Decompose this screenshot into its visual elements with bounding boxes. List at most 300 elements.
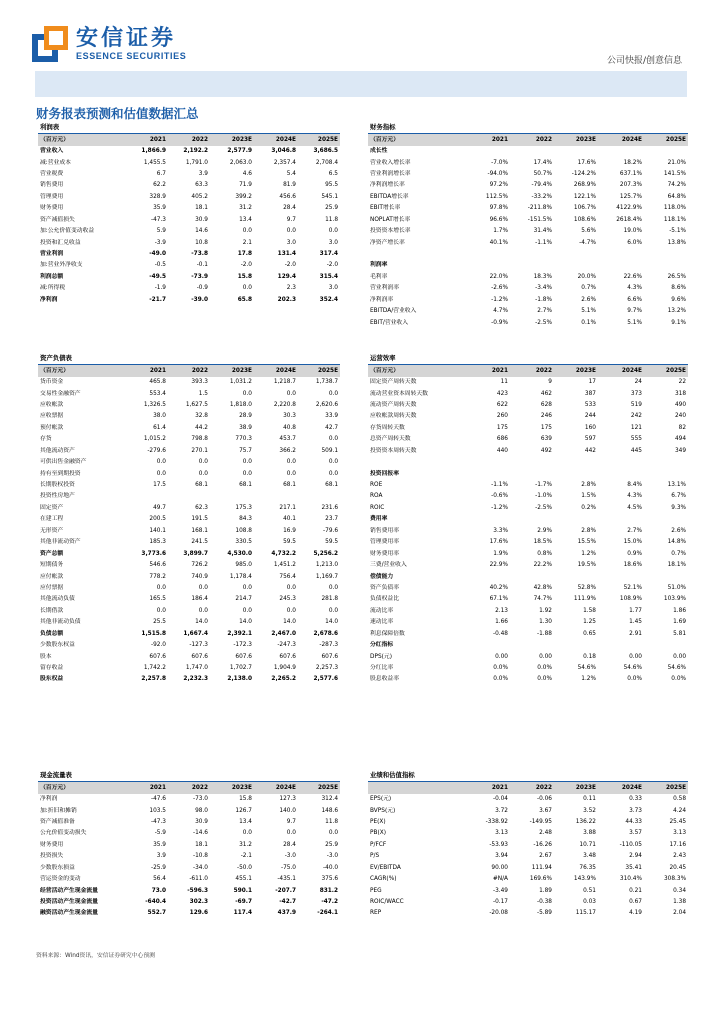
row-value: 175 [496, 424, 508, 431]
row-value [168, 491, 210, 502]
row-value: 9.6% [671, 296, 687, 303]
row-value: -0.38 [537, 899, 552, 906]
row-value: 108.9% [619, 596, 642, 603]
table-row [368, 260, 688, 271]
row-value [468, 457, 510, 468]
table-row [368, 446, 688, 457]
row-value: 2,467.0 [271, 630, 296, 637]
row-value: -20.08 [489, 910, 508, 917]
row-value [510, 571, 554, 582]
row-value [510, 640, 554, 651]
row-value: -5.1% [669, 228, 687, 235]
table-title-row [38, 122, 340, 134]
header-band [35, 71, 687, 97]
table-header-row [38, 782, 340, 794]
row-value: 169.6% [529, 876, 552, 883]
row-value: 2.3 [286, 285, 296, 292]
row-value: 54.6% [577, 665, 596, 672]
row-value: 9 [548, 379, 552, 386]
row-value: 56.4 [153, 876, 166, 883]
row-label: 加:营业外净收支 [40, 262, 83, 269]
row-value: 310.4% [619, 876, 642, 883]
row-value: 97.2% [489, 182, 508, 189]
row-value: 18.3% [533, 273, 552, 280]
row-value [644, 640, 688, 651]
row-label: 三费/营业收入 [370, 562, 407, 569]
table-row [368, 306, 688, 317]
row-value: 1.7% [493, 228, 508, 235]
row-value: 9.3% [671, 504, 687, 511]
row-value: 10.71 [579, 841, 596, 848]
row-label: CAGR(%) [370, 876, 397, 883]
row-value: 1,904.9 [273, 665, 296, 672]
row-value: 112.5% [485, 193, 508, 200]
row-value: -640.4 [145, 899, 166, 906]
row-value: -0.1 [196, 262, 208, 269]
logo-english-name: ESSENCE SECURITIES [76, 50, 187, 61]
row-value: 3,773.6 [141, 550, 166, 557]
row-label: 其他流动资产 [40, 447, 75, 454]
row-value: 160 [584, 424, 596, 431]
row-label: 投资和汇兑收益 [40, 239, 81, 246]
table-title: 资产负债表 [38, 353, 340, 365]
row-value: 118.0% [663, 205, 687, 212]
row-value: 756.4 [279, 573, 296, 580]
row-value: 317.4 [319, 251, 339, 258]
table-row [368, 491, 688, 502]
cashflow-statement-table [38, 770, 340, 920]
row-value: 1.25 [583, 619, 596, 626]
row-value: 6.6% [627, 296, 642, 303]
header-unit-cell: （百万元） [38, 782, 126, 794]
table-row [38, 480, 340, 491]
row-value: 0.0 [242, 285, 252, 292]
row-value: 30.3 [283, 413, 296, 420]
row-value: -47.3 [151, 818, 166, 825]
row-label: 利息保障倍数 [370, 630, 405, 637]
row-value: 607.6 [235, 653, 252, 660]
row-value [554, 468, 598, 479]
row-value: -47.2 [321, 899, 339, 906]
row-label: 资产减值损失 [40, 216, 75, 223]
row-value: 0.03 [583, 899, 596, 906]
table-row [368, 863, 688, 874]
row-value: 90.00 [491, 864, 508, 871]
table-row [368, 908, 688, 919]
table-row [38, 840, 340, 851]
row-value: -149.95 [529, 818, 552, 825]
table-row [38, 606, 340, 617]
row-label: 短期债务 [40, 562, 64, 569]
row-value: 2,392.1 [227, 630, 252, 637]
row-label: 留存收益 [40, 665, 64, 672]
row-value: 453.7 [279, 436, 296, 443]
row-label: 负债总额 [40, 630, 64, 637]
row-value: 62.2 [153, 182, 166, 189]
table-row [38, 526, 340, 537]
row-value: 35.9 [153, 841, 166, 848]
table-row [368, 283, 688, 294]
row-label: 总资产周转天数 [370, 436, 411, 443]
header-year-cell: 2021 [126, 782, 168, 794]
row-value: 5.1% [627, 319, 642, 326]
row-value: 509.1 [321, 447, 339, 454]
row-value: 393.3 [191, 379, 208, 386]
row-value: 0.0% [493, 665, 508, 672]
row-value: 2,192.2 [183, 148, 208, 155]
table-row [368, 203, 688, 214]
row-label: 流动比率 [370, 607, 394, 614]
row-label: NOPLAT增长率 [370, 216, 411, 223]
row-value: 2,620.6 [315, 401, 339, 408]
table-row [38, 908, 340, 919]
header-year-cell: 2025E [298, 782, 340, 794]
table-row [368, 651, 688, 662]
row-value: -264.1 [317, 910, 339, 917]
row-value: 740.9 [191, 573, 208, 580]
row-value: 14.0 [239, 619, 252, 626]
row-label: 分红比率 [370, 665, 394, 672]
header-year-cell: 2024E [598, 782, 644, 794]
row-value: -1.1% [491, 482, 508, 489]
row-value: 0.0 [156, 459, 166, 466]
row-value: 1.5% [581, 493, 596, 500]
table-row [38, 180, 340, 191]
table-row [38, 651, 340, 662]
row-value: -124.2% [571, 170, 596, 177]
row-value: -14.6 [193, 830, 208, 837]
row-value: 6.5 [328, 170, 339, 177]
row-label: 毛利率 [370, 273, 388, 280]
row-value: 3,686.5 [313, 148, 339, 155]
row-label: 无形资产 [40, 527, 64, 534]
row-value: 456.6 [279, 193, 296, 200]
table-row [368, 411, 688, 422]
row-value: 97.8% [489, 205, 508, 212]
header-year-cell: 2024E [598, 134, 644, 146]
table-title: 现金流量表 [38, 770, 340, 782]
row-value: 103.5 [149, 807, 166, 814]
balance-sheet-table [38, 353, 340, 686]
row-label: 成长性 [370, 148, 388, 155]
row-value: 770.3 [235, 436, 252, 443]
row-value: 31.2 [239, 841, 252, 848]
row-value: 545.1 [321, 193, 339, 200]
row-value: 18.2% [623, 159, 642, 166]
row-value: 0.0 [328, 830, 339, 837]
row-value [126, 491, 168, 502]
row-value: 21.0% [667, 159, 687, 166]
row-value: -247.3 [277, 642, 296, 649]
row-value: 0.18 [583, 653, 596, 660]
row-value: 455.1 [235, 876, 252, 883]
row-value: 1,791.0 [185, 159, 208, 166]
row-value: -2.1 [240, 853, 252, 860]
row-value: 1,515.8 [141, 630, 166, 637]
row-value: 2.04 [673, 910, 687, 917]
row-value: 111.9% [573, 596, 596, 603]
row-label: 管理费用率 [370, 539, 399, 546]
row-value: 4.3% [627, 285, 642, 292]
row-value: 3.88 [583, 830, 596, 837]
header-year-cell: 2024E [598, 365, 644, 377]
row-value: 281.8 [321, 596, 339, 603]
row-value: 1,747.0 [185, 665, 208, 672]
row-value: 1,702.7 [229, 665, 252, 672]
row-label: 营业收入 [40, 148, 64, 155]
row-value: 118.1% [663, 216, 687, 223]
table-row [368, 215, 688, 226]
row-value: 125.7% [619, 193, 642, 200]
row-value: 13.1% [667, 482, 687, 489]
row-label: 财务费用率 [370, 550, 399, 557]
row-value: 14.6 [195, 228, 208, 235]
row-value: 1.45 [629, 619, 642, 626]
table-row [368, 548, 688, 559]
row-value: 168.1 [191, 527, 208, 534]
row-value: 50.7% [533, 170, 552, 177]
row-value: 3.72 [495, 807, 508, 814]
row-value: 2,257.8 [141, 676, 166, 683]
table-row [38, 617, 340, 628]
row-value: 68.1 [239, 482, 252, 489]
row-value: 175.3 [235, 504, 252, 511]
row-value: 0.0 [286, 607, 296, 614]
row-label: 固定资产周转天数 [370, 379, 417, 386]
table-row [38, 629, 340, 640]
header-year-cell: 2024E [254, 134, 298, 146]
table-row [368, 317, 688, 328]
table-title: 利润表 [38, 122, 340, 134]
row-value [644, 146, 688, 157]
table-row [38, 295, 340, 306]
row-value: -79.6 [323, 527, 339, 534]
row-value: 18.1% [667, 562, 687, 569]
row-value: 2.8% [581, 527, 596, 534]
row-value: 32.8 [195, 413, 208, 420]
header-unit-cell: （百万元） [38, 365, 126, 377]
row-value: 17.6% [577, 159, 596, 166]
row-value: 1,326.5 [143, 401, 166, 408]
row-value: 2.13 [495, 607, 508, 614]
operating-efficiency-table [368, 353, 688, 686]
row-label: 少数股东权益 [40, 642, 75, 649]
row-value: -2.0 [326, 262, 339, 269]
row-label: 流动资产周转天数 [370, 401, 417, 408]
row-value: 0.0% [627, 676, 642, 683]
row-value [554, 260, 598, 271]
row-value: 494 [674, 436, 687, 443]
row-label: 应收帐款 [40, 401, 64, 408]
table-row [368, 377, 688, 388]
row-value: 492 [540, 447, 552, 454]
table-row [368, 794, 688, 805]
row-value: 0.2% [581, 504, 596, 511]
row-value: 10.8 [195, 239, 208, 246]
row-value: -0.9% [491, 319, 508, 326]
row-value: 2.67 [539, 853, 552, 860]
row-value: 0.0 [156, 470, 166, 477]
row-value: 20.45 [669, 864, 687, 871]
row-label: 减:所得税 [40, 285, 66, 292]
row-value: 8.6% [671, 285, 687, 292]
row-value: 555 [630, 436, 642, 443]
row-value: 2,232.3 [183, 676, 208, 683]
header-unit-cell: （百万元） [368, 365, 468, 377]
row-value: 4,530.0 [227, 550, 252, 557]
row-value: 17 [588, 379, 596, 386]
row-value: 1,178.4 [229, 573, 252, 580]
table-row [368, 514, 688, 525]
header-unit-cell [368, 782, 468, 794]
row-value: -4.7% [579, 239, 596, 246]
row-value: 14.0 [195, 619, 208, 626]
row-label: 营业利润率 [370, 285, 399, 292]
table-row [368, 169, 688, 180]
row-value [468, 640, 510, 651]
row-value [510, 249, 554, 260]
row-value: 2618.4% [616, 216, 642, 223]
header-year-cell: 2023E [554, 134, 598, 146]
row-value: 1.58 [583, 607, 596, 614]
row-value: -79.4% [531, 182, 552, 189]
table-row [368, 192, 688, 203]
row-value: 24 [634, 379, 642, 386]
row-value: 0.0 [328, 607, 339, 614]
table-row [38, 388, 340, 399]
row-value: 15.5% [577, 539, 596, 546]
row-value: 1.89 [539, 887, 552, 894]
row-value: 1.2% [581, 676, 596, 683]
row-value: 14.8% [667, 539, 687, 546]
row-value: 73.0 [151, 887, 166, 894]
row-value: 268.9% [573, 182, 596, 189]
row-value: 17.4% [533, 159, 552, 166]
row-value: -1.2% [491, 296, 508, 303]
row-label: 加:公允价值变动收益 [40, 228, 95, 235]
table-row [38, 583, 340, 594]
row-value: 445 [630, 447, 642, 454]
row-value: 2,257.3 [315, 665, 339, 672]
row-value: 18.5% [533, 539, 552, 546]
header-year-cell: 2025E [298, 365, 340, 377]
row-value: -2.5% [535, 504, 552, 511]
row-label: 应收帐款周转天数 [370, 413, 417, 420]
row-value: 11 [500, 379, 508, 386]
row-value: -7.0% [491, 159, 508, 166]
row-value [598, 146, 644, 157]
row-value: -1.2% [491, 504, 508, 511]
row-value: 244 [584, 413, 596, 420]
row-value: 440 [496, 447, 508, 454]
row-value: -1.88 [537, 630, 552, 637]
table-row [368, 594, 688, 605]
row-label: EV/EBITDA [370, 864, 401, 871]
table-header-row [368, 134, 688, 146]
row-value: 126.7 [235, 807, 252, 814]
row-value: 3.0 [328, 239, 339, 246]
table-row [368, 851, 688, 862]
row-value [644, 468, 688, 479]
row-value: 1,738.7 [315, 379, 339, 386]
row-value: 349 [674, 447, 687, 454]
row-value: 17.5 [153, 482, 166, 489]
table-row [368, 817, 688, 828]
row-label: 投资资本周转天数 [370, 447, 417, 454]
row-value: 49.7 [153, 504, 166, 511]
header-year-cell: 2025E [644, 782, 688, 794]
row-value: 40.2% [489, 584, 508, 591]
row-value: 0.0 [286, 459, 296, 466]
row-value: 8.4% [627, 482, 642, 489]
row-value: -5.89 [537, 910, 552, 917]
table-row [38, 885, 340, 896]
row-value: -39.0 [191, 296, 208, 303]
row-value: 0.1% [581, 319, 596, 326]
row-label: 预付帐款 [40, 424, 64, 431]
row-value: 607.6 [279, 653, 296, 660]
row-value: -10.8 [193, 853, 208, 860]
row-value: 140.1 [149, 527, 166, 534]
row-value [554, 571, 598, 582]
table-row [38, 203, 340, 214]
row-value: 19.5% [577, 562, 596, 569]
row-value: 22.9% [489, 562, 508, 569]
row-value [510, 146, 554, 157]
table-row [368, 503, 688, 514]
row-value: 328.9 [149, 193, 166, 200]
row-value: 231.6 [321, 504, 339, 511]
row-value [598, 260, 644, 271]
row-value: #N/A [492, 876, 508, 883]
row-value: 302.3 [189, 899, 208, 906]
row-value: -69.7 [235, 899, 252, 906]
row-label: 股息收益率 [370, 676, 399, 683]
row-value: 3.9 [156, 853, 166, 860]
row-value: 207.3% [619, 182, 642, 189]
row-label: 资产总额 [40, 550, 64, 557]
row-value: 831.2 [319, 887, 339, 894]
row-value: 0.8% [537, 550, 552, 557]
header-year-cell: 2023E [210, 134, 254, 146]
row-value: 63.3 [195, 182, 208, 189]
row-value: 241.5 [191, 539, 208, 546]
row-value: 26.5% [667, 273, 687, 280]
table-header-row [368, 782, 688, 794]
row-value: 30.9 [195, 818, 208, 825]
row-value: 0.0 [328, 470, 339, 477]
row-value: 2.1 [242, 239, 252, 246]
row-value: 0.0 [198, 607, 208, 614]
row-label: 其他非流动负债 [40, 619, 81, 626]
row-value: 1,015.2 [143, 436, 166, 443]
header-year-cell: 2022 [510, 365, 554, 377]
row-value: 1.2% [581, 550, 596, 557]
row-value: 366.2 [279, 447, 296, 454]
row-value: 0.51 [583, 887, 596, 894]
row-value: 330.5 [235, 539, 252, 546]
row-value: 519 [630, 401, 642, 408]
row-value: 74.2% [667, 182, 687, 189]
row-value: 3.94 [495, 853, 508, 860]
row-value: 22.0% [489, 273, 508, 280]
row-value: 2,220.8 [273, 401, 296, 408]
table-header-row [38, 134, 340, 146]
row-value: 40.1 [283, 516, 296, 523]
row-value: -49.0 [149, 251, 166, 258]
row-value: 14.0 [283, 619, 296, 626]
row-value: 3,046.8 [271, 148, 296, 155]
